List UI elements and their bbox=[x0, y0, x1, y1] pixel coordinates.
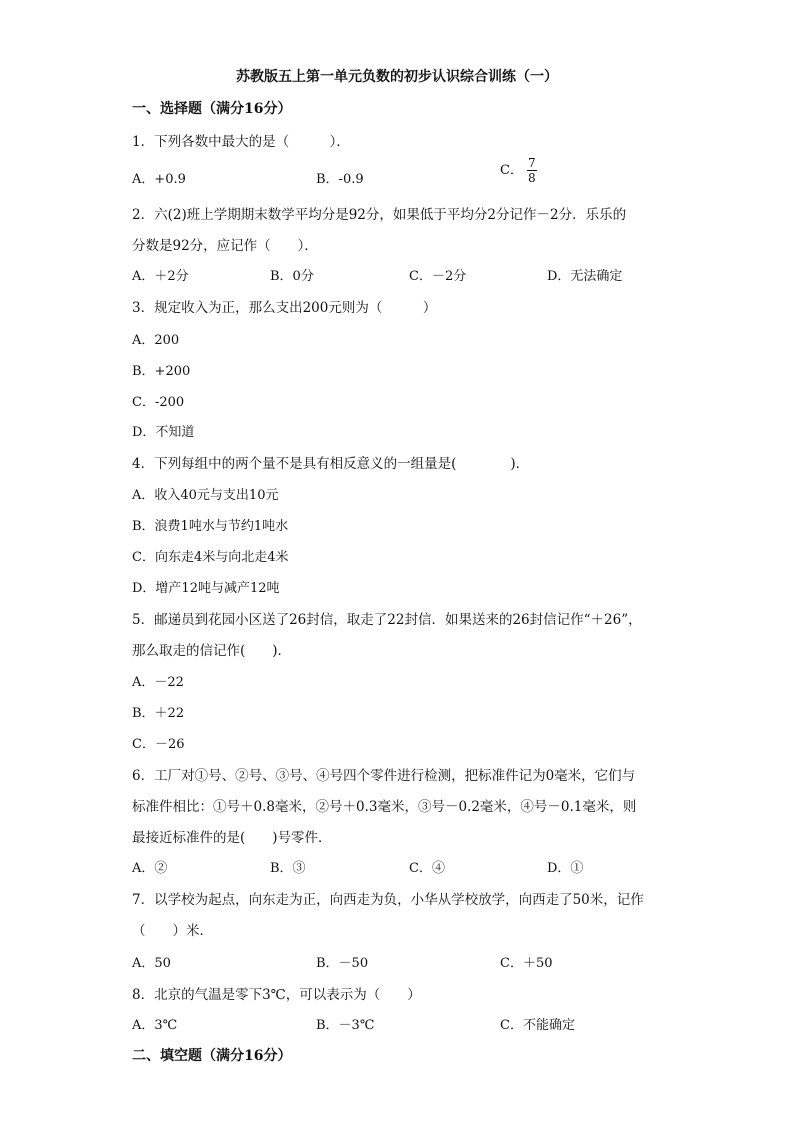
question-5-stem-line-2: 那么取走的信记作( )． bbox=[132, 643, 292, 659]
section-heading-choice: 一、选择题（满分16分） bbox=[132, 101, 292, 117]
question-7-stem-line-1: 7．以学校为起点，向东走为正，向西走为负，小华从学校放学，向西走了50米，记作 bbox=[132, 892, 644, 908]
question-8-option-b: B．－3℃ bbox=[316, 1018, 375, 1033]
question-4-option-b: B．浪费1吨水与节约1吨水 bbox=[132, 519, 289, 534]
question-2-option-d: D．无法确定 bbox=[547, 269, 623, 284]
question-2-option-a: A．＋2分 bbox=[132, 269, 189, 284]
section-heading-fill-in: 二、填空题（满分16分） bbox=[132, 1048, 292, 1064]
worksheet-title: 苏教版五上第一单元负数的初步认识综合训练（一） bbox=[236, 69, 558, 85]
question-5-option-a: A．－22 bbox=[132, 675, 184, 690]
question-2-option-b: B．0分 bbox=[270, 269, 314, 284]
question-6-option-a: A．② bbox=[132, 861, 168, 876]
question-4-option-a: A．收入40元与支出10元 bbox=[132, 488, 279, 503]
question-4-option-c: C．向东走4米与向北走4米 bbox=[132, 550, 289, 565]
question-5-stem-line-1: 5．邮递员到花园小区送了26封信，取走了22封信．如果送来的26封信记作“＋26”， bbox=[132, 612, 642, 628]
question-6-option-c: C．④ bbox=[409, 861, 445, 876]
question-6-stem-line-1: 6．工厂对①号、②号、③号、④号四个零件进行检测，把标准件记为0毫米，它们与 bbox=[132, 768, 636, 784]
question-2-stem-line-2: 分数是92分，应记作（ ）． bbox=[132, 238, 318, 254]
question-3-stem: 3．规定收入为正，那么支出200元则为（ ） bbox=[132, 300, 437, 316]
question-7-option-c: C．＋50 bbox=[500, 956, 553, 971]
question-6-option-b: B．③ bbox=[270, 861, 306, 876]
question-8-stem: 8．北京的气温是零下3℃，可以表示为（ ） bbox=[132, 987, 421, 1003]
question-3-option-b: B．+200 bbox=[132, 364, 191, 379]
fraction-numerator: 7 bbox=[527, 156, 536, 170]
question-1-option-c-fraction bbox=[527, 156, 537, 185]
question-7-option-b: B．－50 bbox=[316, 956, 369, 971]
question-1-option-c bbox=[500, 156, 537, 185]
question-1-stem: 1．下列各数中最大的是（ ）． bbox=[132, 134, 350, 150]
question-8-option-c: C．不能确定 bbox=[500, 1018, 575, 1033]
question-1-option-c-label: C． bbox=[500, 163, 523, 178]
question-2-option-c: C．－2分 bbox=[409, 269, 467, 284]
question-6-stem-line-3: 最接近标准件的是( )号零件． bbox=[132, 830, 332, 846]
question-5-option-b: B．＋22 bbox=[132, 706, 185, 721]
question-6-stem-line-2: 标准件相比：①号＋0.8毫米，②号＋0.3毫米，③号－0.2毫米，④号－0.1毫米，则 bbox=[132, 799, 637, 815]
question-1-option-a: A．+0.9 bbox=[132, 172, 186, 187]
question-4-stem: 4．下列每组中的两个量不是具有相反意义的一组量是( )． bbox=[132, 456, 530, 472]
fraction-denominator: 8 bbox=[527, 171, 536, 185]
question-6-option-d: D．① bbox=[547, 861, 584, 876]
question-7-stem-line-2: （ ）米． bbox=[132, 923, 213, 939]
question-8-option-a: A．3℃ bbox=[132, 1018, 178, 1033]
question-7-option-a: A．50 bbox=[132, 956, 171, 971]
question-2-stem-line-1: 2．六(2)班上学期期末数学平均分是92分，如果低于平均分2分记作－2分．乐乐的 bbox=[132, 207, 627, 223]
question-4-option-d: D．增产12吨与减产12吨 bbox=[132, 581, 280, 596]
question-1-option-b: B．-0.9 bbox=[316, 172, 364, 187]
question-3-option-c: C．-200 bbox=[132, 395, 185, 410]
question-3-option-a: A．200 bbox=[132, 333, 180, 348]
question-5-option-c: C．－26 bbox=[132, 737, 185, 752]
question-3-option-d: D．不知道 bbox=[132, 425, 195, 440]
